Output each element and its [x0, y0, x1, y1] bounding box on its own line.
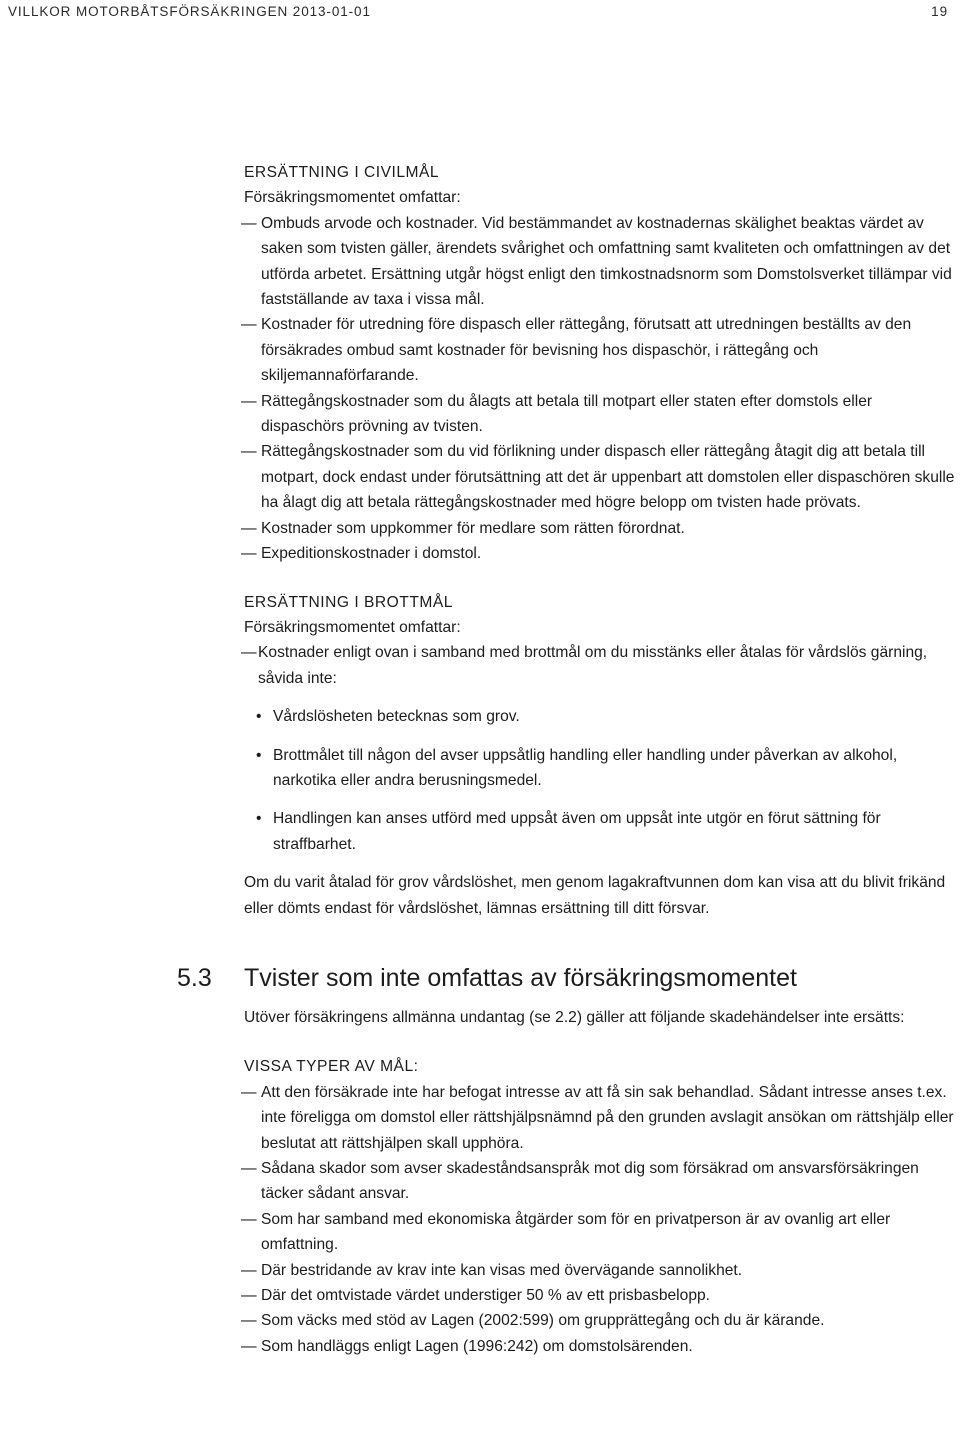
- dash-marker: —: [241, 316, 257, 334]
- dash-marker: —: [241, 1337, 257, 1355]
- dash-marker: —: [241, 392, 257, 410]
- bullet-marker: •: [256, 708, 262, 726]
- criminal-section: [241, 590, 958, 921]
- list-item: [241, 1283, 958, 1308]
- list-item-text: Ombuds arvode och kostnader. Vid bestämmandet av kostnadernas skälighet beaktas värdet av saken som tvisten gäller, ärendets svårighet och omfattning samt kvaliteten och omfattningen av det utförda arbetet. Ersättning utgår högst enligt den timkostnadsnorm som Domstolsverket tillämpar vid fastställande av taxa i vissa mål.: [261, 214, 952, 309]
- list-item: [241, 1334, 958, 1359]
- list-item: [241, 312, 958, 388]
- dash-marker: —: [241, 1210, 257, 1228]
- list-item-text: Där bestridande av krav inte kan visas med övervägande sannolikhet.: [261, 1261, 743, 1279]
- section-lead: Utöver försäkringens allmänna undantag (se 2.2) gäller att följande skadehändelser inte ersätts:: [244, 1008, 905, 1026]
- list-item: [241, 389, 958, 440]
- dash-marker: —: [241, 1261, 257, 1279]
- list-item-text: Rättegångskostnader som du vid förlikning under dispasch eller rättegång åtagit dig att betala till motpart, dock endast under förutsättning att det är uppenbart att domstolen eller dispaschören skulle ha ålagt dig att betala rättegångskostnader med högre belopp om tvisten hade prövats.: [261, 443, 955, 512]
- criminal-heading: ERSÄTTNING I BROTTMÅL: [244, 593, 453, 611]
- list-item-text: Rättegångskostnader som du ålagts att betala till motpart eller staten efter domstols eller dispaschörs prövning av tvisten.: [261, 392, 873, 436]
- page-number: 19: [931, 4, 948, 19]
- dash-marker: —: [241, 1287, 257, 1305]
- list-item: [241, 640, 958, 691]
- list-item: [241, 1080, 958, 1156]
- bullet-item: [244, 743, 958, 794]
- civil-heading: ERSÄTTNING I CIVILMÅL: [244, 164, 440, 181]
- criminal-exceptions: [244, 704, 958, 857]
- list-item: [241, 1308, 958, 1333]
- dash-marker: —: [241, 519, 257, 537]
- list-item: [241, 516, 958, 541]
- section-heading: [177, 963, 958, 993]
- list-item-text: Kostnader för utredning före dispasch eller rättegång, förutsatt att utredningen beställts av den försäkrades ombud samt kostnader för bevisning hos dispaschör, i rättegång och skiljemannaförfarande.: [261, 316, 912, 385]
- dash-marker: —: [241, 1160, 257, 1177]
- bullet-item: [244, 806, 958, 857]
- criminal-list: [241, 640, 958, 691]
- civil-section: [241, 160, 958, 567]
- list-item: [241, 541, 958, 566]
- bullet-item-text: Vårdslösheten betecknas som grov.: [273, 708, 520, 726]
- bullet-marker: •: [256, 810, 262, 828]
- dash-marker: —: [241, 1083, 257, 1101]
- page-header: [0, 0, 960, 24]
- dash-marker: —: [241, 1312, 257, 1330]
- criminal-intro: Försäkringsmomentet omfattar:: [244, 618, 461, 636]
- document-title: VILLKOR MOTORBÅTSFÖRSÄKRINGEN 2013-01-01: [8, 4, 371, 19]
- list-item-text: Som handläggs enligt Lagen (1996:242) om domstolsärenden.: [261, 1337, 693, 1355]
- criminal-paragraph: Om du varit åtalad för grov vårdslöshet, men genom lagakraftvunnen dom kan visa att du blivit frikänd eller dömts endast för vårdslöshet, lämnas ersättning till ditt försvar.: [244, 874, 946, 917]
- dash-marker: —: [241, 545, 257, 563]
- list-item-text: Kostnader enligt ovan i samband med brottmål om du misstänks eller åtalas för vårdslös gärning, såvida inte:: [258, 644, 928, 687]
- bullet-item-text: Brottmålet till någon del avser uppsåtlig handling eller handling under påverkan av alkohol, narkotika eller andra berusningsmedel.: [273, 746, 898, 789]
- list-item-text: Kostnader som uppkommer för medlare som rätten förordnat.: [261, 519, 685, 537]
- types-list: [241, 1080, 958, 1359]
- list-item-text: Som har samband med ekonomiska åtgärder som för en privatperson är av ovanlig art eller omfattning.: [261, 1210, 891, 1254]
- list-item-text: Expeditionskostnader i domstol.: [261, 545, 482, 563]
- list-item-text: Där det omtvistade värdet understiger 50 % av ett prisbasbelopp.: [261, 1287, 710, 1305]
- list-item: [241, 1156, 958, 1207]
- types-heading: VISSA TYPER AV MÅL:: [244, 1058, 419, 1076]
- section-title: Tvister som inte omfattas av försäkringsmomentet: [244, 963, 797, 992]
- list-item-text: Att den försäkrade inte har befogat intresse av att få sin sak behandlad. Sådant intresse anses t.ex. inte föreligga om domstol eller rättshjälpsnämnd på den grunden avslagit ansökan om rättshjälp eller beslutat att rättshjälpen skall upphöra.: [261, 1083, 954, 1152]
- list-item: [241, 1207, 958, 1258]
- bullet-marker: •: [256, 746, 262, 764]
- bullet-item: [244, 704, 958, 729]
- dash-marker: —: [241, 443, 257, 461]
- list-item: [241, 439, 958, 515]
- bullet-item-text: Handlingen kan anses utförd med uppsåt även om uppsåt inte utgör en förut sättning för straffbarhet.: [273, 810, 881, 853]
- list-item: [241, 211, 958, 313]
- civil-intro: Försäkringsmomentet omfattar:: [244, 189, 461, 207]
- list-item-text: Sådana skador som avser skadeståndsanspråk mot dig som försäkrad om ansvarsförsäkringen täcker sådant ansvar.: [261, 1160, 919, 1203]
- page-content: [177, 160, 958, 1359]
- dash-marker: —: [241, 214, 257, 232]
- types-section: [241, 1054, 958, 1359]
- list-item-text: Som väcks med stöd av Lagen (2002:599) om grupprättegång och du är kärande.: [261, 1312, 825, 1330]
- dash-marker: —: [241, 644, 257, 662]
- list-item: [241, 1258, 958, 1283]
- civil-list: [241, 211, 958, 567]
- section-number: 5.3: [177, 963, 212, 992]
